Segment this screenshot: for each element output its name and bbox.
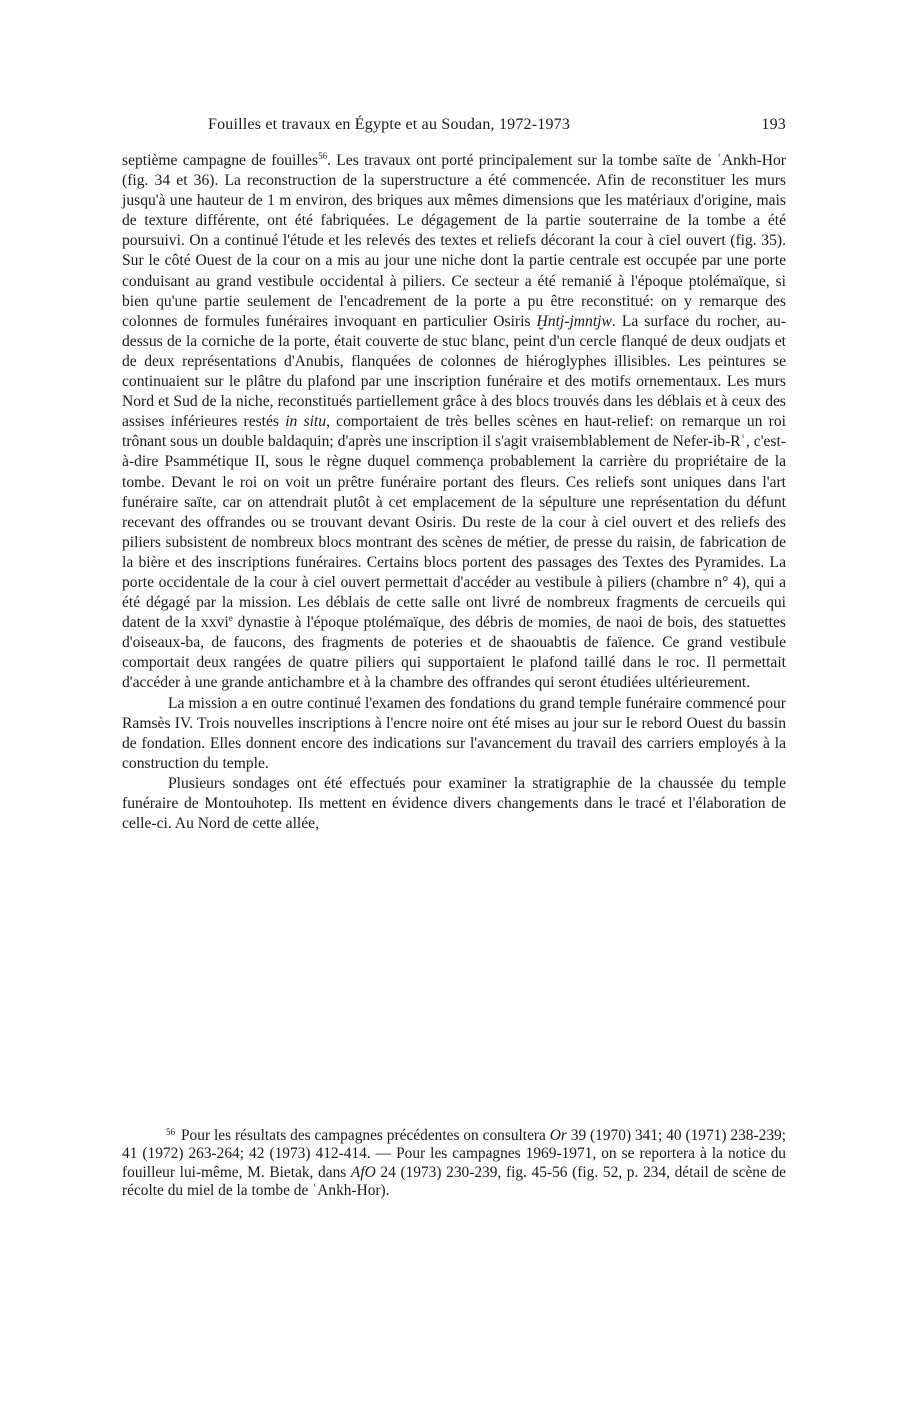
footnote-mark: 56 bbox=[166, 1127, 175, 1137]
footnote-italic-or: Or bbox=[549, 1127, 567, 1144]
running-header bbox=[122, 116, 786, 138]
p1-text-d: . La surface du rocher, au-dessus de la corniche de la porte, était couverte de stuc blanc, peint d'un cercle flanqué de deux oudjats et de deux représentations d'Anubis, flanquées de colonnes de hiéroglyphes illisibles. Les peintures se continuaient sur le plâtre du plafond par une inscription funéraire et des motifs ornementaux. Les murs Nord et Sud de la niche, reconstitués partiellement grâce à des blocs trouvés dans les déblais et à ceux des assises inférieures restés bbox=[122, 312, 786, 431]
running-title: Fouilles et travaux en Égypte et au Soudan, 1972-1973 bbox=[208, 116, 571, 133]
footnote-reference: 56 bbox=[318, 151, 328, 161]
footnote-italic-afo: AfO bbox=[350, 1163, 376, 1181]
footnotes bbox=[122, 1127, 786, 1201]
p1-text-b: . Les travaux ont porté principalement sur la tombe saïte de ʿAnkh-Hor (fig. 34 et 36). La reconstruction de la superstructure a été commencée. Afin de reconstituer les murs jusqu'à une hauteur de 1 m environ, des briques aux mêmes dimensions que les matériaux d'origine, mais de texture différente, ont été fabriquées. Le dégagement de la partie souterraine de la tombe a été poursuivi. On a continué l'étude et les relevés des textes et reliefs décorant la cour à ciel ouvert (fig. 35). Sur le côté Ouest de la cour on a mis au jour une niche dont la partie centrale est occupée par une porte conduisant au grand vestibule occidental à piliers. Ce secteur a été remanié à l'époque ptolémaïque, si bien qu'une partie seulement de l'encadrement de la porte a pu être reconstitué: on y remarque des colonnes de formules funéraires invoquant en particulier Osiris bbox=[122, 152, 786, 330]
footnote-text-e: 24 (1973) 230-239, fig. 45-56 (fig. 52, p. 234, détail de scène de récolte du miel de la tombe de ʿAnkh-Hor). bbox=[122, 1163, 786, 1200]
p1-italic-osiris-epithet: Ḫntj-jmntjw bbox=[536, 312, 612, 330]
paragraph-2: La mission a en outre continué l'examen des fondations du grand temple funéraire commencé pour Ramsès IV. Trois nouvelles inscriptions à l'encre noire ont été mises au jour sur le rebord Ouest du bassin de fondation. Elles donnent encore des indications sur l'avancement du travail des carriers employés à la construction du temple. bbox=[122, 694, 786, 772]
p1-text-h: dynastie à l'époque ptolémaïque, des débris de momies, de naoi de bois, des statuettes d'oiseaux-ba, de faucons, des fragments de poteries et de shaouabtis de faïence. Ce grand vestibule comportait deux rangées de quatre piliers qui supportaient le plafond taillé dans le roc. Il permettait d'accéder à une grande antichambre et à la chambre des offrandes qui seront étudiées ultérieurement. bbox=[122, 614, 786, 692]
p1-text-f: , comportaient de très belles scènes en haut-relief: on remarque un roi trônant sous un double baldaquin; d'après une inscription il s'agit vraisemblablement de Nefer-ib-Rʿ, c'est-à-dire Psammétique II, sous le règne duquel commença probablement la carrière du propriétaire de la tombe. Devant le roi on voit un prêtre funéraire portant des fleurs. Ces reliefs sont uniques dans l'art funéraire saïte, car on attendrait plutôt à cet emplacement de la sépulture une représentation du défunt recevant des offrandes ou se trouvant devant Osiris. Du reste de la cour à ciel ouvert et des reliefs des piliers subsistent de nombreux blocs montrant des scènes de métier, de presse du raisin, de fabrication de la bière et des inscriptions funéraires. Certains blocs portent des passages des Textes des Pyramides. La porte occidentale de la cour à ciel ouvert permettait d'accéder au vestibule à piliers (chambre n° 4), qui a été dégagé par la mission. Les déblais de cette salle ont livré de nombreux fragments de cercueils qui datent de la bbox=[122, 413, 786, 632]
footnote-text-a: Pour les résultats des campagnes précédentes on consultera bbox=[181, 1127, 550, 1144]
main-text bbox=[122, 151, 786, 834]
dynasty-ordinal-sup: e bbox=[228, 613, 233, 624]
paragraph-1 bbox=[122, 151, 786, 694]
p1-text-a: septième campagne de fouilles bbox=[122, 152, 319, 169]
p1-italic-in-situ: in situ bbox=[285, 413, 327, 431]
footnote-56 bbox=[122, 1127, 786, 1201]
page-number: 193 bbox=[761, 116, 786, 133]
paragraph-3: Plusieurs sondages ont été effectués pour examiner la stratigraphie de la chaussée du temple funéraire de Montouhotep. Ils mettent en évidence divers changements dans le tracé et l'élaboration de celle-ci. Au Nord de cette allée, bbox=[122, 774, 786, 833]
footnote-text-c: 39 (1970) 341; 40 (1971) 238-239; 41 (1972) 263-264; 42 (1973) 412-414. — Pour les campagnes 1969-1971, on se reportera à la notice du fouilleur lui-même, M. Bietak, dans bbox=[122, 1127, 786, 1181]
dynasty-numeral: xxvi bbox=[200, 614, 229, 632]
